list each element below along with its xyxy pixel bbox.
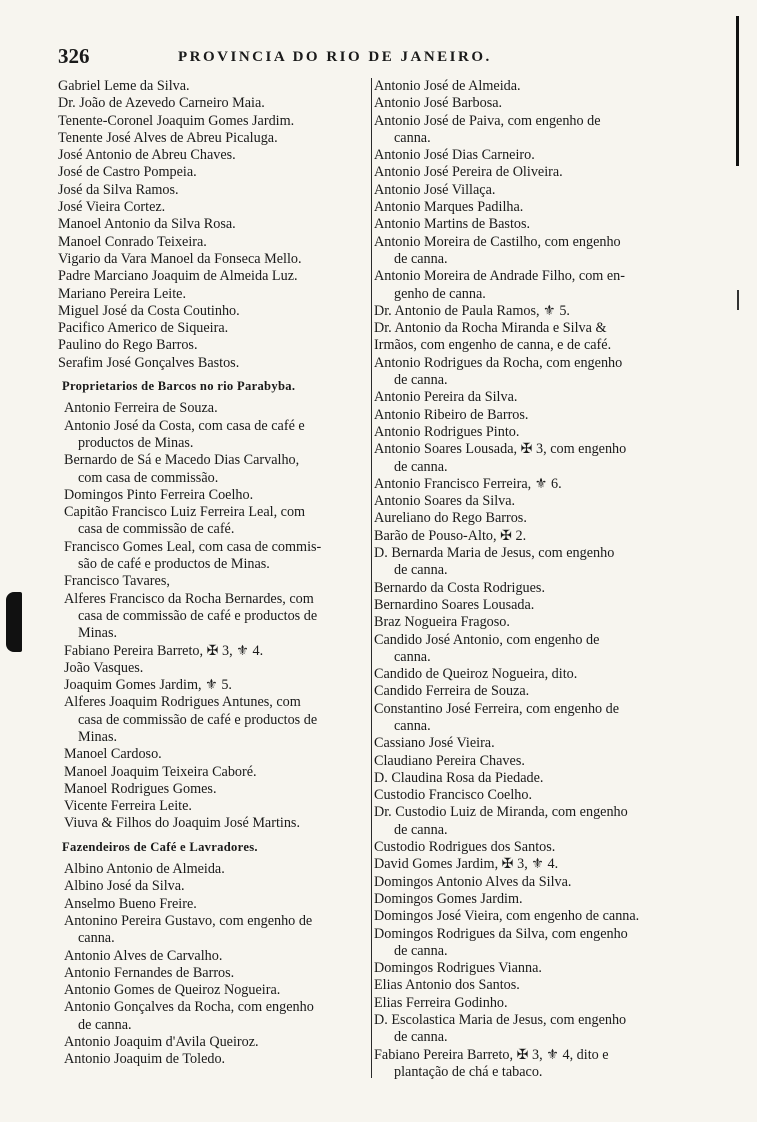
list-item: Antonio Ferreira de Souza. bbox=[64, 400, 218, 417]
list-item: Aureliano do Rego Barros. bbox=[374, 510, 527, 527]
list-item: Antonio José Barbosa. bbox=[374, 95, 503, 112]
list-item: com casa de commissão. bbox=[78, 469, 219, 486]
list-item: Dr. Custodio Luiz de Miranda, com engenho bbox=[374, 804, 628, 821]
list-item: Manoel Joaquim Teixeira Caboré. bbox=[64, 763, 257, 780]
list-item: Antonio Joaquim d'Avila Queiroz. bbox=[64, 1034, 259, 1051]
list-item: Candido de Queiroz Nogueira, dito. bbox=[374, 666, 578, 683]
list-item: de canna. bbox=[394, 942, 448, 959]
list-item: Antonio Rodrigues da Rocha, com engenho bbox=[374, 354, 623, 371]
list-item: Albino Antonio de Almeida. bbox=[64, 861, 225, 878]
list-item: Manoel Conrado Teixeira. bbox=[58, 233, 207, 250]
page-edge-mark bbox=[736, 16, 739, 166]
list-item: Antonio Ribeiro de Barros. bbox=[374, 406, 529, 423]
list-item: Vigario da Vara Manoel da Fonseca Mello. bbox=[58, 250, 302, 267]
list-item: de canna. bbox=[394, 458, 448, 475]
list-item: canna. bbox=[394, 648, 431, 665]
list-item: Manoel Rodrigues Gomes. bbox=[64, 780, 217, 797]
list-item: Antonio Joaquim de Toledo. bbox=[64, 1051, 226, 1068]
list-item: Padre Marciano Joaquim de Almeida Luz. bbox=[58, 268, 298, 285]
section-heading-boats: Proprietarios de Barcos no rio Parabyba. bbox=[62, 379, 296, 394]
list-item: Paulino do Rego Barros. bbox=[58, 337, 198, 354]
list-item: Candido Ferreira de Souza. bbox=[374, 683, 530, 700]
list-item: Antonio Alves de Carvalho. bbox=[64, 947, 223, 964]
page-number: 326 bbox=[58, 44, 90, 68]
list-item: Mariano Pereira Leite. bbox=[58, 285, 187, 302]
page-header bbox=[58, 44, 698, 72]
list-item: Alferes Joaquim Rodrigues Antunes, com bbox=[64, 694, 301, 711]
list-item: Serafim José Gonçalves Bastos. bbox=[58, 354, 240, 371]
list-item: Antonio Pereira da Silva. bbox=[374, 389, 518, 406]
list-item: Antonio Rodrigues Pinto. bbox=[374, 423, 520, 440]
list-item: Joaquim Gomes Jardim, ⚜ 5. bbox=[64, 677, 232, 694]
list-item: Braz Nogueira Fragoso. bbox=[374, 614, 510, 631]
list-item: Anselmo Bueno Freire. bbox=[64, 895, 197, 912]
list-item: Antonio José de Paiva, com engenho de bbox=[374, 112, 601, 129]
list-item: Elias Antonio dos Santos. bbox=[374, 977, 520, 994]
list-item: Minas. bbox=[78, 728, 118, 745]
list-item: Antonio Fernandes de Barros. bbox=[64, 964, 235, 981]
list-item: Albino José da Silva. bbox=[64, 878, 185, 895]
list-item: canna. bbox=[394, 717, 431, 734]
list-item: D. Escolastica Maria de Jesus, com engenho bbox=[374, 1012, 627, 1029]
list-item: Antonio José da Costa, com casa de café e bbox=[64, 417, 305, 434]
list-item: Antonio Marques Padilha. bbox=[374, 199, 524, 216]
list-item: Miguel José da Costa Coutinho. bbox=[58, 302, 240, 319]
list-item: casa de commissão de café e productos de bbox=[78, 607, 318, 624]
list-item: Alferes Francisco da Rocha Bernardes, com bbox=[64, 590, 314, 607]
list-item: Elias Ferreira Godinho. bbox=[374, 994, 508, 1011]
list-item: Bernardo da Costa Rodrigues. bbox=[374, 579, 546, 596]
list-item: Domingos Rodrigues da Silva, com engenho bbox=[374, 925, 628, 942]
list-item: Antonio Francisco Ferreira, ⚜ 6. bbox=[374, 475, 562, 492]
section-heading-farmers: Fazendeiros de Café e Lavradores. bbox=[62, 839, 258, 854]
list-item: José da Silva Ramos. bbox=[58, 181, 179, 198]
list-item: D. Bernarda Maria de Jesus, com engenho bbox=[374, 545, 615, 562]
list-item: productos de Minas. bbox=[78, 434, 194, 451]
list-item: Antonio José Villaça. bbox=[374, 181, 496, 198]
list-item: Domingos Gomes Jardim. bbox=[374, 890, 523, 907]
list-item: Candido José Antonio, com engenho de bbox=[374, 631, 600, 648]
list-item: José de Castro Pompeia. bbox=[58, 164, 197, 181]
list-item: de canna. bbox=[394, 250, 448, 267]
list-item: Manoel Antonio da Silva Rosa. bbox=[58, 216, 236, 233]
list-item: Capitão Francisco Luiz Ferreira Leal, com bbox=[64, 504, 306, 521]
list-item: José Antonio de Abreu Chaves. bbox=[58, 147, 236, 164]
list-item: Viuva & Filhos do Joaquim José Martins. bbox=[64, 815, 300, 832]
list-item: Dr. Antonio da Rocha Miranda e Silva & bbox=[374, 320, 607, 337]
list-item: Dr. Antonio de Paula Ramos, ⚜ 5. bbox=[374, 302, 570, 319]
list-item: canna. bbox=[78, 930, 115, 947]
list-item: José Vieira Cortez. bbox=[58, 199, 166, 216]
list-item: Antonio Moreira de Castilho, com engenho bbox=[374, 233, 621, 250]
list-item: Barão de Pouso-Alto, ✠ 2. bbox=[374, 527, 527, 544]
list-item: de canna. bbox=[394, 562, 448, 579]
list-item: Custodio Francisco Coelho. bbox=[374, 787, 533, 804]
right-column bbox=[374, 78, 694, 1081]
list-item: Bernardo de Sá e Macedo Dias Carvalho, bbox=[64, 452, 300, 469]
running-title: PROVINCIA DO RIO DE JANEIRO. bbox=[178, 49, 492, 65]
list-item: Antonino Pereira Gustavo, com engenho de bbox=[64, 912, 313, 929]
list-item: Claudiano Pereira Chaves. bbox=[374, 752, 525, 769]
list-item: de canna. bbox=[394, 1029, 448, 1046]
list-item: Antonio Gonçalves da Rocha, com engenho bbox=[64, 999, 314, 1016]
list-item: D. Claudina Rosa da Piedade. bbox=[374, 769, 544, 786]
list-item: Pacifico Americo de Siqueira. bbox=[58, 320, 229, 337]
list-item: Antonio Martins de Bastos. bbox=[374, 216, 531, 233]
list-item: Fabiano Pereira Barreto, ✠ 3, ⚜ 4, dito e bbox=[374, 1046, 609, 1063]
list-item: Constantino José Ferreira, com engenho de bbox=[374, 700, 620, 717]
list-item: plantação de chá e tabaco. bbox=[394, 1063, 543, 1080]
column-divider bbox=[371, 78, 372, 1078]
list-item: de canna. bbox=[78, 1016, 132, 1033]
list-item: Antonio Soares Lousada, ✠ 3, com engenho bbox=[374, 441, 627, 458]
list-item: Antonio José Dias Carneiro. bbox=[374, 147, 535, 164]
list-item: Antonio José Pereira de Oliveira. bbox=[374, 164, 563, 181]
list-item: Gabriel Leme da Silva. bbox=[58, 78, 190, 94]
list-item: Domingos José Vieira, com engenho de canna. bbox=[374, 908, 640, 925]
list-item: Minas. bbox=[78, 625, 118, 642]
list-item: Francisco Tavares, bbox=[64, 573, 170, 590]
list-item: Domingos Rodrigues Vianna. bbox=[374, 960, 542, 977]
list-item: Custodio Rodrigues dos Santos. bbox=[374, 839, 556, 856]
list-item: Irmãos, com engenho de canna, e de café. bbox=[374, 337, 612, 354]
list-item: de canna. bbox=[394, 372, 448, 389]
list-item: David Gomes Jardim, ✠ 3, ⚜ 4. bbox=[374, 856, 559, 873]
list-item: Bernardino Soares Lousada. bbox=[374, 596, 535, 613]
list-item: Francisco Gomes Leal, com casa de commis- bbox=[64, 538, 322, 555]
list-item: Vicente Ferreira Leite. bbox=[64, 798, 192, 815]
list-item: de canna. bbox=[394, 821, 448, 838]
page-edge-mark bbox=[737, 290, 739, 310]
list-item: Antonio Moreira de Andrade Filho, com en- bbox=[374, 268, 625, 285]
list-item: casa de commissão de café e productos de bbox=[78, 711, 318, 728]
list-item: Fabiano Pereira Barreto, ✠ 3, ⚜ 4. bbox=[64, 642, 264, 659]
list-item: Antonio Soares da Silva. bbox=[374, 493, 516, 510]
list-item: Antonio José de Almeida. bbox=[374, 78, 521, 94]
list-item: Tenente José Alves de Abreu Picaluga. bbox=[58, 129, 278, 146]
left-column bbox=[58, 78, 371, 1069]
list-item: João Vasques. bbox=[64, 659, 144, 676]
list-item: Cassiano José Vieira. bbox=[374, 735, 495, 752]
list-item: canna. bbox=[394, 129, 431, 146]
list-item: são de café e productos de Minas. bbox=[78, 556, 270, 573]
list-item: Domingos Pinto Ferreira Coelho. bbox=[64, 486, 254, 503]
list-item: Antonio Gomes de Queiroz Nogueira. bbox=[64, 982, 281, 999]
list-item: Domingos Antonio Alves da Silva. bbox=[374, 873, 572, 890]
list-item: Manoel Cardoso. bbox=[64, 746, 162, 763]
list-item: casa de commissão de café. bbox=[78, 521, 235, 538]
binding-hole bbox=[6, 592, 22, 652]
list-item: Dr. João de Azevedo Carneiro Maia. bbox=[58, 95, 265, 112]
list-item: Tenente-Coronel Joaquim Gomes Jardim. bbox=[58, 112, 295, 129]
list-item: genho de canna. bbox=[394, 285, 486, 302]
